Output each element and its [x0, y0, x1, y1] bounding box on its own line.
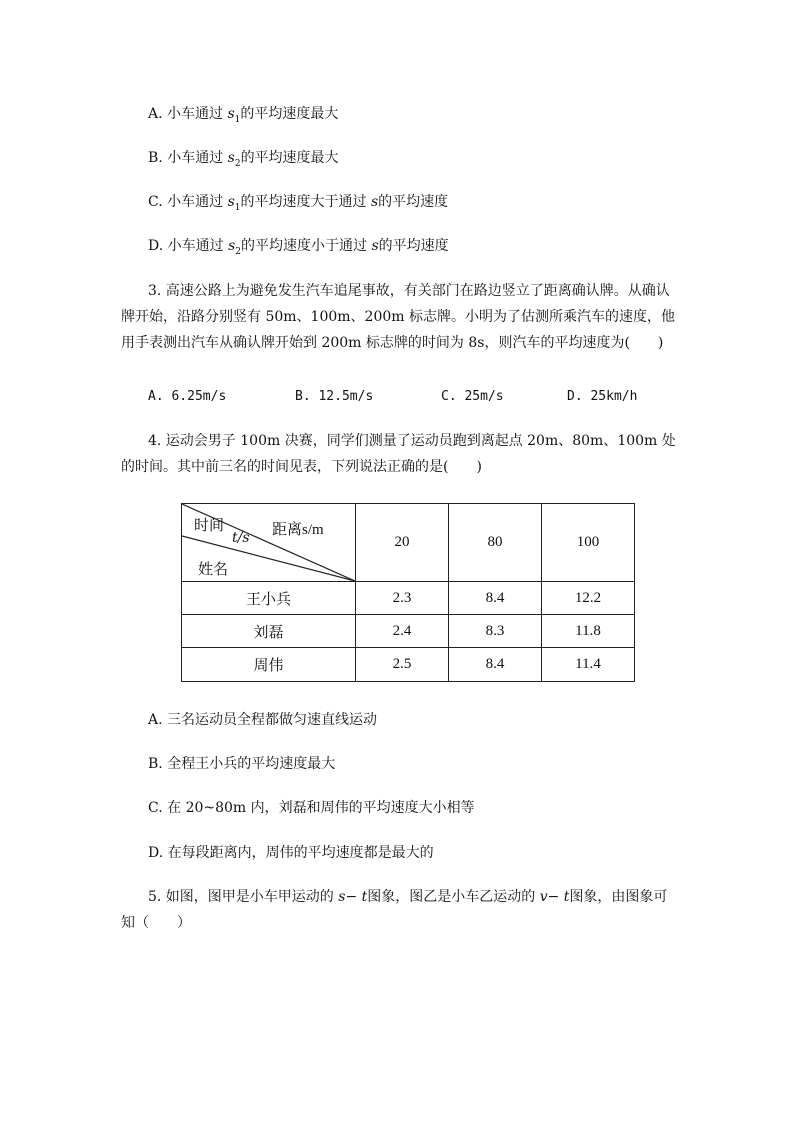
table-cell: 11.4 [542, 648, 635, 682]
table-cell: 2.3 [356, 582, 449, 615]
q4-option-b: B. 全程王小兵的平均速度最大 [148, 756, 336, 772]
q4-option-d: D. 在每段距离内，周伟的平均速度都是最大的 [148, 845, 434, 861]
column-header: 100 [542, 504, 635, 582]
table-row [182, 648, 635, 682]
q3-option-d: D. 25km/h [567, 389, 638, 404]
table-cell: 12.2 [542, 582, 635, 615]
q3-option-c: C. 25m/s [441, 389, 504, 404]
table-cell: 8.4 [449, 582, 542, 615]
header-time: 时间 [194, 518, 225, 534]
header-ts: t/s [232, 530, 250, 546]
table-cell: 2.4 [356, 615, 449, 648]
q2-option-d: D. 小车通过 $s_2$的平均速度小于通过 s的平均速度 [148, 238, 449, 257]
q5-stem: 5. 如图，图甲是小车甲运动的 s− t图象，图乙是小车乙运动的 v− t图象，由图象可知（ ） [121, 889, 668, 931]
row-name: 周伟 [182, 648, 356, 682]
header-distance: 距离s/m [272, 522, 324, 538]
column-header: 80 [449, 504, 542, 582]
row-name: 王小兵 [182, 582, 356, 615]
results-table [181, 503, 635, 682]
table-cell: 2.5 [356, 648, 449, 682]
table-cell: 8.4 [449, 648, 542, 682]
table-cell: 11.8 [542, 615, 635, 648]
q4-option-c: C. 在 20~80m 内，刘磊和周伟的平均速度大小相等 [148, 800, 475, 816]
table-row [182, 615, 635, 648]
q2-option-b: B. 小车通过 $s_2$的平均速度最大 [148, 150, 339, 169]
q3-option-a: A. 6.25m/s [148, 389, 227, 404]
q4-option-a: A. 三名运动员全程都做匀速直线运动 [148, 712, 378, 728]
header-name: 姓名 [198, 562, 229, 578]
q3-stem: 3. 高速公路上为避免发生汽车追尾事故，有关部门在路边竖立了距离确认牌。从确认牌开始，沿路分别竖有 50m、100m、200m 标志牌。小明为了估测所乘汽车的速度，他用手表测出汽车从确认牌开始到 200m 标志牌的时间为 8s，则汽车的平均速度为( ) [121, 283, 675, 351]
q3-option-b: B. 12.5m/s [295, 389, 374, 404]
row-name: 刘磊 [182, 615, 356, 648]
table-cell: 8.3 [449, 615, 542, 648]
q2-option-c: C. 小车通过 $s_1$的平均速度大于通过 s的平均速度 [148, 194, 449, 213]
q2-option-a: A. 小车通过 $s_1$的平均速度最大 [148, 106, 339, 125]
table-row [182, 582, 635, 615]
column-header: 20 [356, 504, 449, 582]
q4-stem: 4. 运动会男子 100m 决赛，同学们测量了运动员跑到离起点 20m、80m、100m 处的时间。其中前三名的时间见表，下列说法正确的是( ) [121, 433, 676, 475]
table-header-cell [182, 504, 356, 582]
